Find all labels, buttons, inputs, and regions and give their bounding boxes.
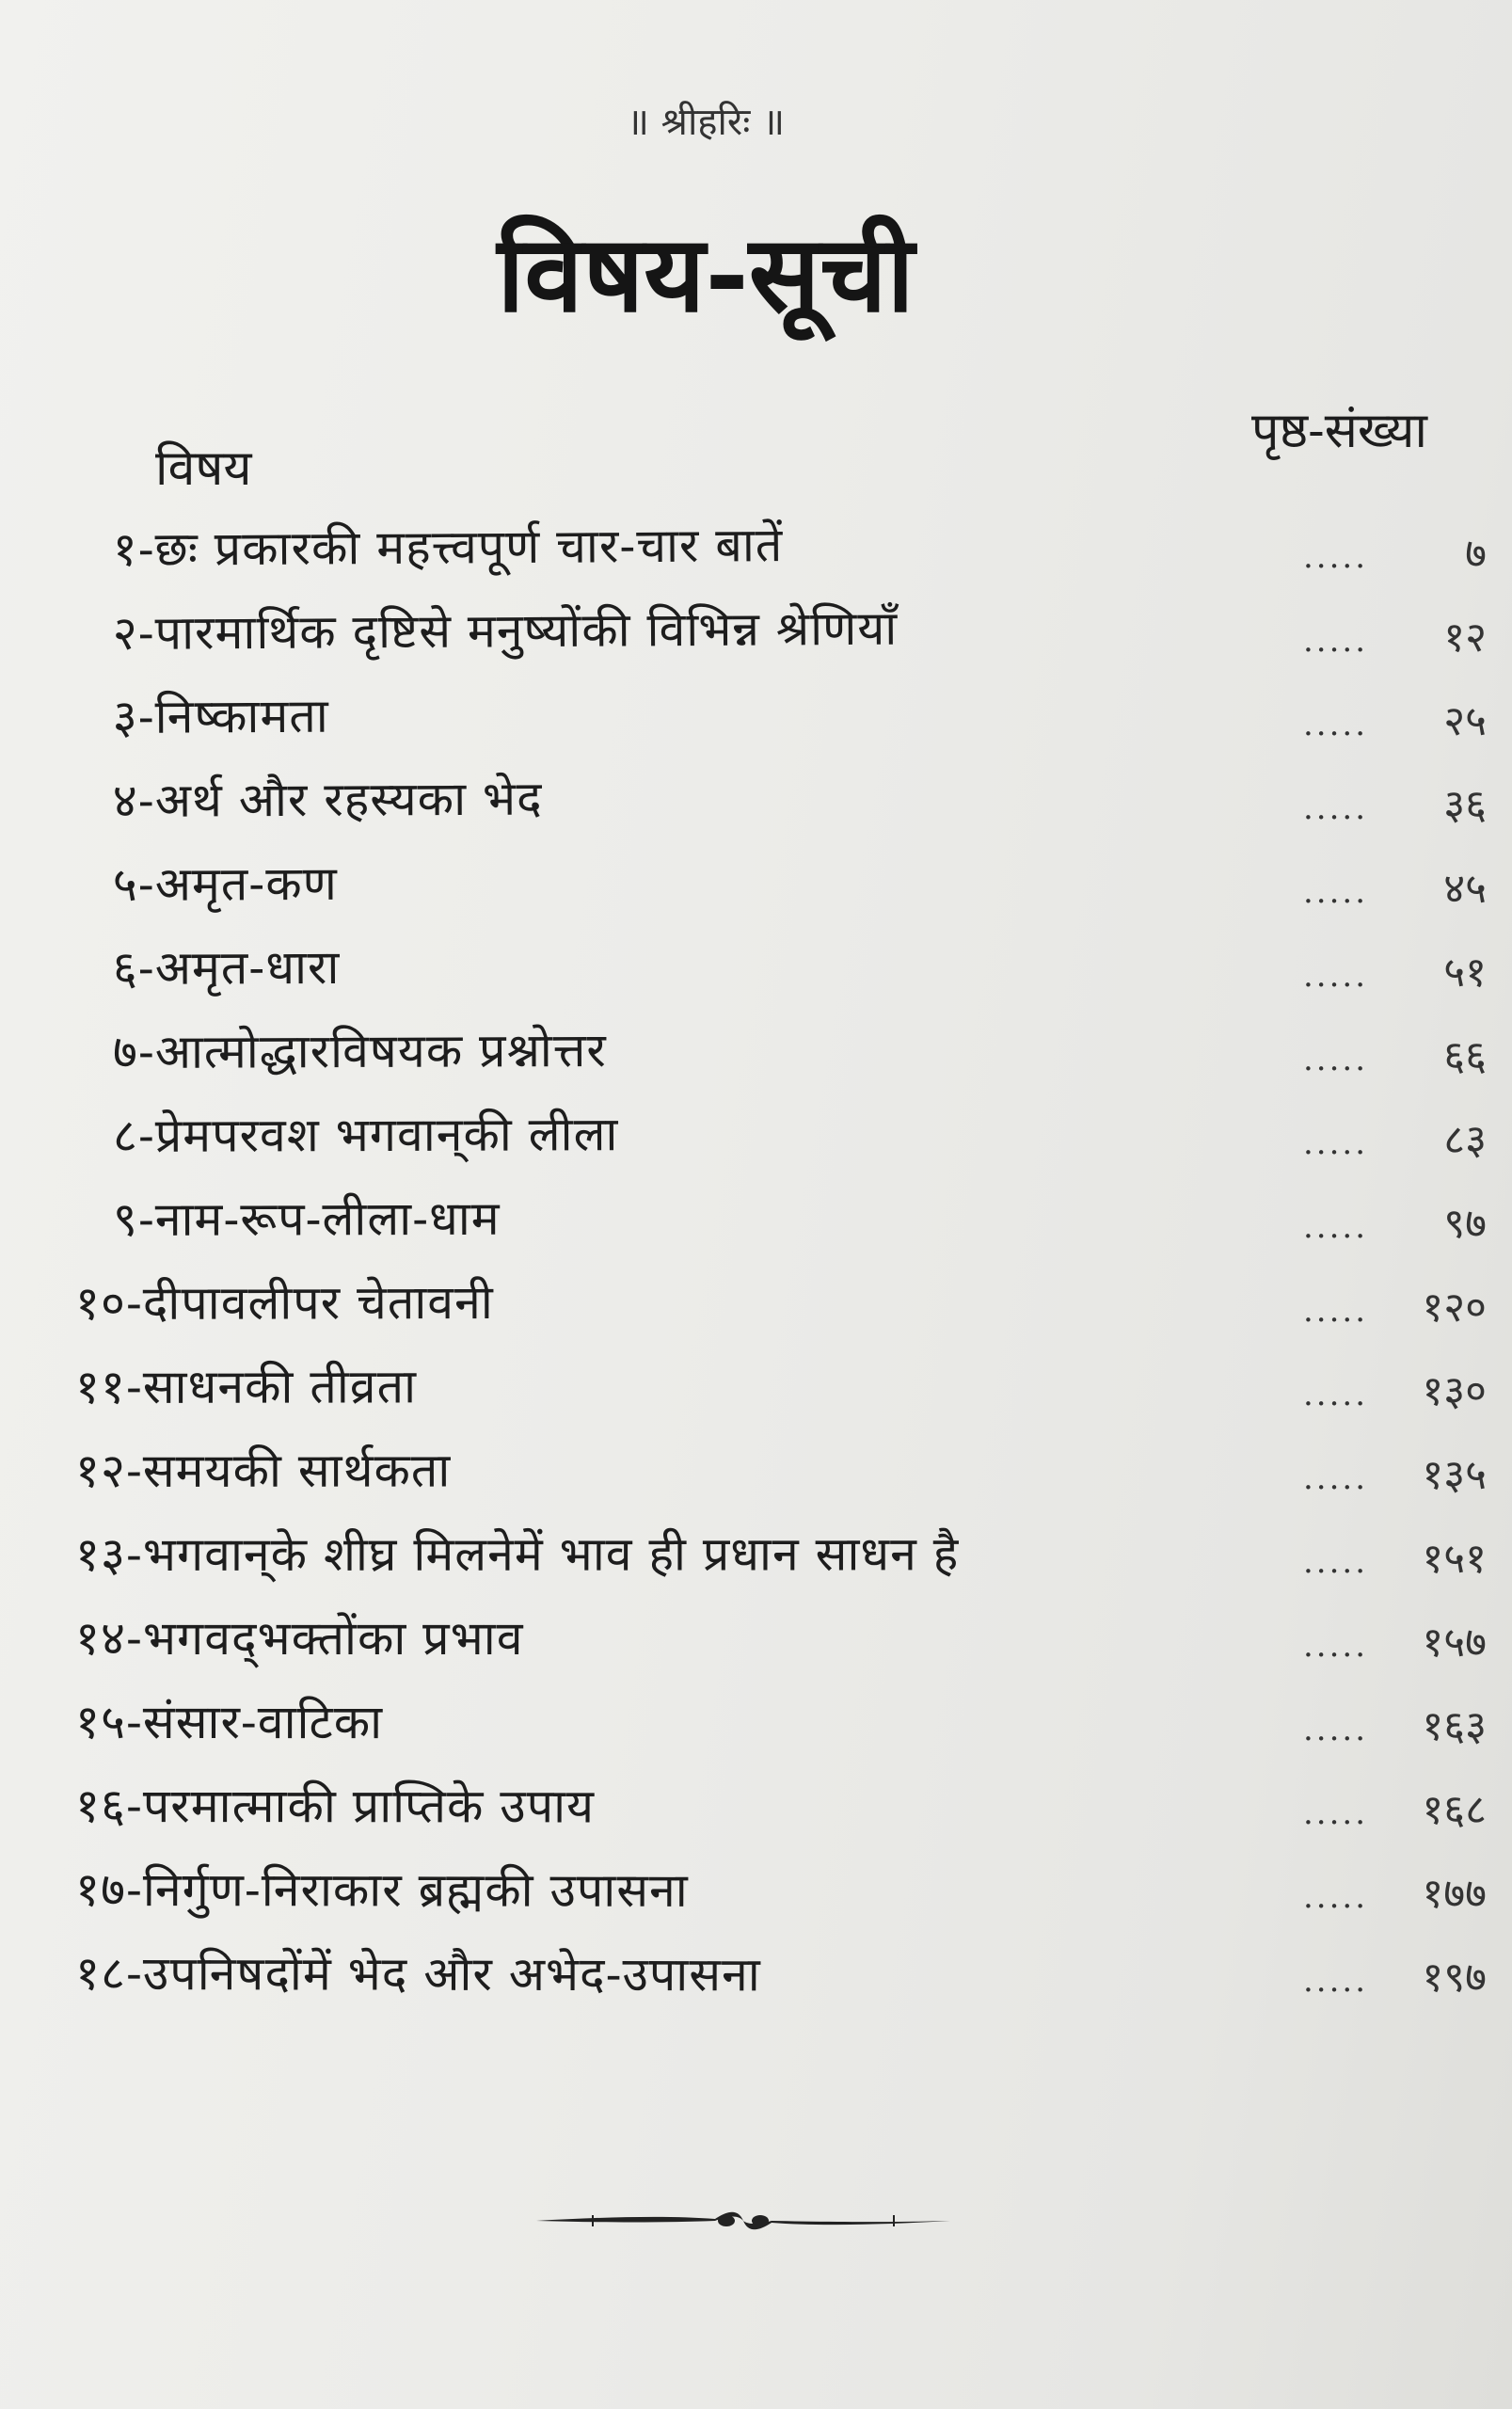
toc-entry [0, 508, 1512, 593]
toc-entry [0, 927, 1512, 1012]
toc-entry-page-number: १७७ [1422, 1870, 1487, 1918]
toc-entry [0, 1513, 1512, 1598]
toc-entry-leader: ..... [1303, 1125, 1369, 1162]
column-header-page-number: पृष्ठ-संख्या [1251, 403, 1427, 459]
toc-entry-label: १-छः प्रकारकी महत्त्वपूर्ण चार-चार बातें [112, 518, 784, 578]
toc-entry-label: ९-नाम-रूप-लीला-धाम [112, 1190, 501, 1247]
toc-entry-leader: ..... [1303, 706, 1369, 743]
toc-entry [0, 1932, 1512, 2017]
toc-entry-label: १५-संसार-वाटिका [75, 1695, 384, 1750]
toc-entry-label: ६-अमृत-धारा [112, 939, 341, 996]
toc-entry [0, 843, 1512, 928]
toc-entry-page-number: ३६ [1443, 781, 1487, 829]
toc-entry-leader: ..... [1303, 1041, 1369, 1078]
toc-entry-label: ११-साधनकी तीव्रता [74, 1359, 418, 1414]
toc-entry-leader: ..... [1303, 1460, 1369, 1497]
toc-entry-page-number: १९७ [1422, 1954, 1487, 2002]
toc-entry [0, 1597, 1512, 1682]
toc-entry [0, 1848, 1512, 1933]
toc-entry-label: २-पारमार्थिक दृष्टिसे मनुष्योंकी विभिन्न श्रेणियाँ [112, 600, 899, 662]
toc-entry-leader: ..... [1303, 1962, 1369, 2000]
toc-entry-leader: ..... [1303, 538, 1369, 576]
toc-entry-leader: ..... [1303, 957, 1369, 995]
toc-entry-label: १४-भगवद्‌भक्तोंका प्रभाव [74, 1610, 524, 1666]
toc-entry-leader: ..... [1303, 1292, 1369, 1330]
toc-entry-leader: ..... [1303, 1795, 1369, 1832]
toc-entry [0, 1429, 1512, 1514]
toc-entry-page-number: १३५ [1422, 1451, 1487, 1499]
toc-entry [0, 1094, 1512, 1179]
page-title: विषय-सूची [497, 213, 915, 336]
toc-entry-page-number: १३० [1422, 1367, 1487, 1415]
toc-entry-label: १०-दीपावलीपर चेतावनी [74, 1274, 494, 1331]
toc-entry [0, 592, 1512, 677]
toc-entry-leader: ..... [1303, 873, 1369, 911]
toc-entry [0, 759, 1512, 844]
flourish-divider-icon [527, 2202, 960, 2240]
toc-entry-page-number: १५१ [1422, 1535, 1487, 1583]
toc-entry-label: ३-निष्कामता [112, 688, 329, 745]
toc-entry-label: ५-अमृत-कण [112, 855, 338, 913]
toc-entry-leader: ..... [1303, 1878, 1369, 1916]
toc-entry-label: १२-समयकी सार्थकता [74, 1443, 452, 1498]
toc-entry-page-number: ७ [1465, 530, 1487, 578]
toc-entry-label: ८-प्रेमपरवश भगवान्‌की लीला [112, 1107, 619, 1163]
toc-entry-page-number: १६८ [1422, 1786, 1487, 1834]
toc-entry-leader: ..... [1303, 1208, 1369, 1246]
toc-entry-page-number: १२० [1422, 1284, 1487, 1332]
toc-entry-page-number: ८३ [1443, 1116, 1487, 1164]
toc-entry-page-number: ४५ [1443, 865, 1487, 913]
toc-entry-label: १६-परमात्माकी प्राप्तिके उपाय [75, 1779, 596, 1834]
toc-entry [0, 1011, 1512, 1095]
toc-entry-page-number: १५७ [1422, 1619, 1487, 1667]
toc-entry [0, 1681, 1512, 1765]
toc-entry-label: १८-उपनिषदोंमें भेद और अभेद-उपासना [75, 1946, 761, 2002]
toc-entry-leader: ..... [1303, 1627, 1369, 1665]
invocation-text: ॥ श्रीहरिः ॥ [626, 101, 786, 144]
toc-entry-leader: ..... [1303, 1711, 1369, 1748]
toc-entry-label: ७-आत्मोद्धारविषयक प्रश्नोत्तर [112, 1022, 607, 1079]
toc-entry-label: १७-निर्गुण-निराकार ब्रह्मकी उपासना [75, 1862, 689, 1918]
toc-entry [0, 1178, 1512, 1263]
toc-entry-page-number: ५१ [1443, 949, 1487, 997]
toc-entry-page-number: १२ [1443, 614, 1487, 662]
toc-entry-page-number: ६६ [1443, 1032, 1487, 1080]
toc-entry [0, 1262, 1512, 1347]
toc-entry-page-number: ९७ [1443, 1200, 1487, 1248]
toc-entry-label: ४-अर्थ और रहस्यका भेद [112, 771, 543, 829]
toc-entry-leader: ..... [1303, 1376, 1369, 1413]
toc-entry-label: १३-भगवान्‌के शीघ्र मिलनेमें भाव ही प्रधान साधन है [74, 1526, 960, 1582]
toc-entry-page-number: १६३ [1422, 1702, 1487, 1750]
toc-entry [0, 1346, 1512, 1430]
toc-entry-leader: ..... [1303, 790, 1369, 827]
toc-entry [0, 676, 1512, 760]
toc-entry-page-number: २५ [1443, 697, 1487, 745]
toc-entry-leader: ..... [1303, 622, 1369, 660]
toc-entry [0, 1764, 1512, 1849]
column-header-subject: विषय [155, 440, 252, 497]
toc-entry-leader: ..... [1303, 1543, 1369, 1581]
